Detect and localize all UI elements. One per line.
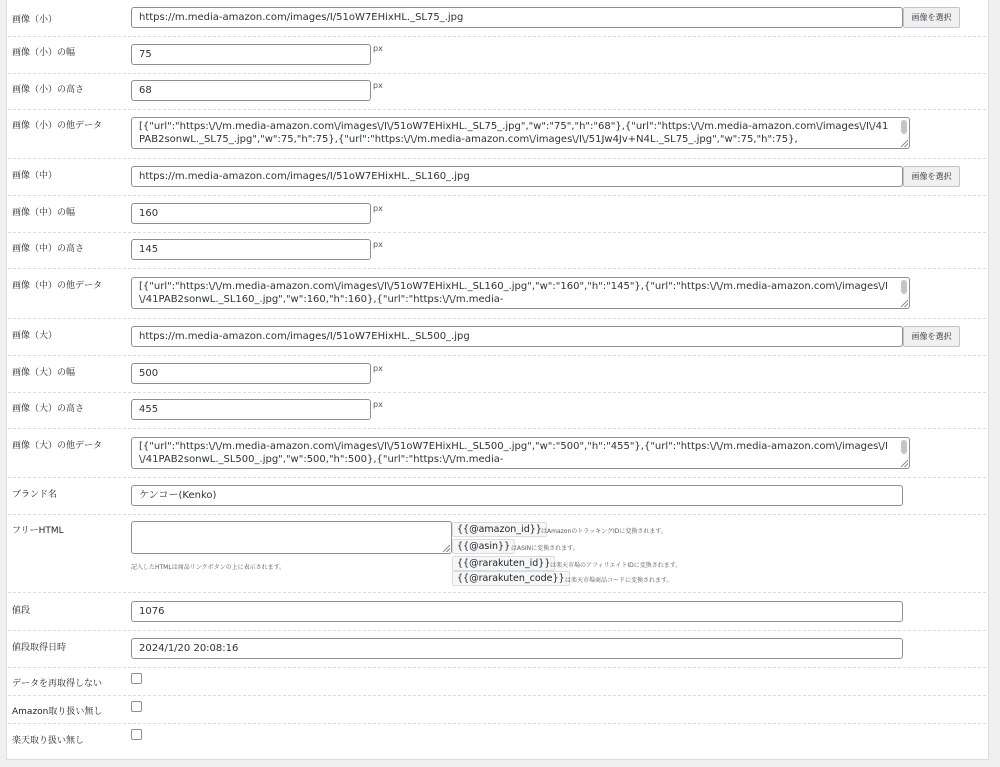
img-medium-width-input[interactable]: 160 xyxy=(131,203,371,224)
separator xyxy=(8,355,986,356)
free-html-textarea[interactable] xyxy=(131,521,452,554)
img-medium-select-button[interactable]: 画像を選択 xyxy=(903,166,960,187)
img-medium-height-unit: px xyxy=(373,240,383,249)
img-medium-other-label: 画像（中）の他データ xyxy=(12,281,103,291)
separator xyxy=(8,392,986,393)
separator xyxy=(8,318,986,319)
free-html-note: 記入したHTMLは商品リンクボタンの上に表示されます。 xyxy=(131,564,286,571)
img-large-label: 画像（大） xyxy=(12,331,58,341)
separator xyxy=(8,477,986,478)
img-small-label: 画像（小） xyxy=(12,15,58,25)
separator xyxy=(8,592,986,593)
no-amazon-label: Amazon取り扱い無し xyxy=(12,707,103,717)
resize-grip-icon[interactable] xyxy=(901,460,908,467)
price-label: 値段 xyxy=(12,606,31,616)
tag-rakuten-id-desc: は楽天市場のアフィリエイトIDに変換されます。 xyxy=(550,562,682,569)
no-refetch-checkbox[interactable] xyxy=(131,673,142,684)
img-large-width-input[interactable]: 500 xyxy=(131,363,371,384)
img-small-height-unit: px xyxy=(373,81,383,90)
img-large-other-text: [{"url":"https:\/\/m.media-amazon.com\/images\/I\/51oW7EHixHL._SL500_.jpg","w":"500","h":"455"},{"url":"https:\/\/m.media-amazon.com\/images\/I\/41PAB2sonwL._SL500_.jpg","w":500,"h":500},{"url":"https:\/\/m.media- xyxy=(139,441,888,465)
separator xyxy=(8,109,986,110)
img-small-height-label: 画像（小）の高さ xyxy=(12,85,85,95)
img-medium-other-text: [{"url":"https:\/\/m.media-amazon.com\/images\/I\/51oW7EHixHL._SL160_.jpg","w":"160","h":"145"},{"url":"https:\/\/m.media-amazon.com\/images\/I\/41PAB2sonwL._SL160_.jpg","w":160,"h":160},{"url":"https:\/\/m.media- xyxy=(139,281,888,305)
brand-label: ブランド名 xyxy=(12,490,58,500)
img-large-other-textarea[interactable] xyxy=(131,437,910,469)
brand-input[interactable]: ケンコー(Kenko) xyxy=(131,485,903,506)
img-small-other-textarea[interactable] xyxy=(131,117,910,149)
tag-rakuten-code-desc: は楽天市場商品コードに変換されます。 xyxy=(565,577,673,584)
separator xyxy=(8,667,986,668)
img-small-other-label: 画像（小）の他データ xyxy=(12,121,103,131)
separator xyxy=(8,723,986,724)
tag-rakuten-code: {{@rarakuten_code}} xyxy=(452,571,570,586)
img-small-select-button[interactable]: 画像を選択 xyxy=(903,7,960,28)
separator xyxy=(8,232,986,233)
separator xyxy=(8,514,986,515)
free-html-label: フリーHTML xyxy=(12,526,64,536)
img-large-select-button[interactable]: 画像を選択 xyxy=(903,326,960,347)
no-refetch-label: データを再取得しない xyxy=(12,679,103,689)
img-small-height-input[interactable]: 68 xyxy=(131,80,371,101)
img-large-other-label: 画像（大）の他データ xyxy=(12,441,103,451)
img-small-width-input[interactable]: 75 xyxy=(131,44,371,65)
price-input[interactable]: 1076 xyxy=(131,601,903,622)
img-medium-other-textarea[interactable] xyxy=(131,277,910,309)
resize-grip-icon[interactable] xyxy=(443,545,450,552)
price-date-label: 値段取得日時 xyxy=(12,643,67,653)
img-large-width-label: 画像（大）の幅 xyxy=(12,368,76,378)
resize-grip-icon[interactable] xyxy=(901,140,908,147)
scrollbar[interactable] xyxy=(901,280,907,294)
img-large-width-unit: px xyxy=(373,364,383,373)
img-medium-height-label: 画像（中）の高さ xyxy=(12,244,85,254)
separator xyxy=(8,695,986,696)
no-rakuten-label: 楽天取り扱い無し xyxy=(12,736,85,746)
separator xyxy=(8,36,986,37)
separator xyxy=(8,73,986,74)
scrollbar[interactable] xyxy=(901,120,907,134)
img-medium-width-label: 画像（中）の幅 xyxy=(12,208,76,218)
resize-grip-icon[interactable] xyxy=(901,300,908,307)
img-large-height-unit: px xyxy=(373,400,383,409)
separator xyxy=(8,195,986,196)
img-large-height-input[interactable]: 455 xyxy=(131,399,371,420)
tag-rakuten-id: {{@rarakuten_id}} xyxy=(452,556,555,571)
tag-asin-desc: はASINに変換されます。 xyxy=(511,545,579,552)
tag-asin: {{@asin}} xyxy=(452,539,515,554)
separator xyxy=(8,158,986,159)
img-medium-url-input[interactable]: https://m.media-amazon.com/images/I/51oW7EHixHL._SL160_.jpg xyxy=(131,166,903,187)
no-amazon-checkbox[interactable] xyxy=(131,701,142,712)
img-large-height-label: 画像（大）の高さ xyxy=(12,404,85,414)
img-medium-height-input[interactable]: 145 xyxy=(131,239,371,260)
img-medium-label: 画像（中） xyxy=(12,171,58,181)
img-small-other-text: [{"url":"https:\/\/m.media-amazon.com\/images\/I\/51oW7EHixHL._SL75_.jpg","w":"75","h":"68"},{"url":"https:\/\/m.media-amazon.com\/images\/I\/41PAB2sonwL._SL75_.jpg","w":75,"h":75},{"url":"https:\/\/m.media-amazon.com\/images\/I\/51Jw4Jv+N4L._SL75_.jpg","w":75,"h":75}, xyxy=(139,121,889,145)
separator xyxy=(8,630,986,631)
img-small-width-label: 画像（小）の幅 xyxy=(12,48,76,58)
img-large-url-input[interactable]: https://m.media-amazon.com/images/I/51oW7EHixHL._SL500_.jpg xyxy=(131,326,903,347)
tag-amazon-id-desc: はAmazonのトラッキングIDに変換されます。 xyxy=(541,528,667,535)
price-date-input[interactable]: 2024/1/20 20:08:16 xyxy=(131,638,903,659)
img-medium-width-unit: px xyxy=(373,204,383,213)
no-rakuten-checkbox[interactable] xyxy=(131,729,142,740)
img-small-width-unit: px xyxy=(373,44,383,53)
tag-amazon-id: {{@amazon_id}} xyxy=(452,522,547,537)
scrollbar[interactable] xyxy=(901,440,907,454)
separator xyxy=(8,428,986,429)
img-small-url-input[interactable]: https://m.media-amazon.com/images/I/51oW7EHixHL._SL75_.jpg xyxy=(131,7,903,28)
separator xyxy=(8,268,986,269)
